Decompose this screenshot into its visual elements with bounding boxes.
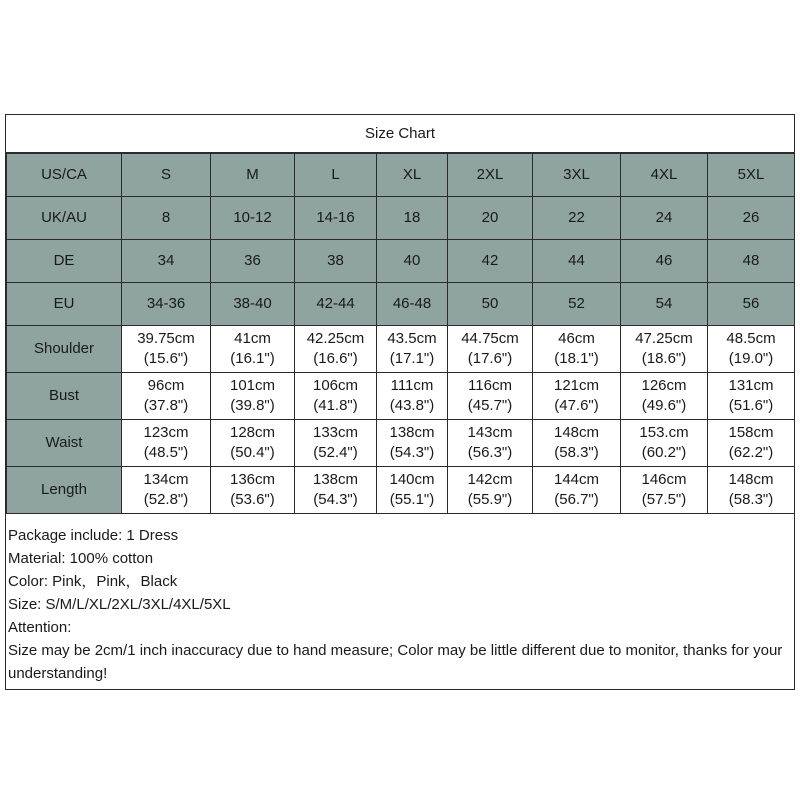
size-chart-body (7, 154, 795, 514)
measure-row (7, 326, 795, 373)
measure-cm: 48.5cm (726, 330, 776, 347)
measure-cell (122, 467, 211, 514)
measure-inch: (56.3") (467, 444, 513, 461)
measure-cm: 138cm (389, 424, 435, 441)
measure-row-label: Length (7, 467, 122, 514)
measure-cell (621, 373, 708, 420)
size-cell: 46 (621, 240, 708, 283)
measure-cm: 140cm (389, 471, 435, 488)
measure-inch: (18.6") (641, 350, 687, 367)
measure-cm: 144cm (553, 471, 600, 488)
measure-inch: (16.6") (313, 350, 358, 367)
measure-cm: 143cm (467, 424, 513, 441)
size-cell: XL (377, 154, 448, 197)
measure-cm: 101cm (229, 377, 276, 394)
size-cell: 42-44 (295, 283, 377, 326)
size-cell: 50 (448, 283, 533, 326)
measure-inch: (45.7") (467, 397, 513, 414)
measure-inch: (19.0") (728, 350, 774, 367)
size-cell: 36 (211, 240, 295, 283)
measure-inch: (18.1") (554, 350, 599, 367)
size-cell: M (211, 154, 295, 197)
measure-inch: (50.4") (230, 444, 275, 461)
measure-cm: 148cm (728, 471, 774, 488)
material-note: Material: 100% cotton (8, 550, 154, 567)
size-cell: 56 (708, 283, 795, 326)
measure-inch: (17.1") (389, 350, 435, 367)
measure-cm: 96cm (147, 377, 185, 394)
measure-cm: 121cm (553, 377, 600, 394)
measure-inch: (55.9") (467, 491, 513, 508)
measure-cell (211, 326, 295, 373)
measure-cell (448, 420, 533, 467)
measure-cell (211, 467, 295, 514)
size-row (7, 283, 795, 326)
size-cell: 2XL (448, 154, 533, 197)
measure-inch: (47.6") (554, 397, 599, 414)
measure-inch: (52.8") (143, 491, 189, 508)
color-note: Color: Pink，Pink，Black (8, 573, 178, 590)
measure-cell (533, 420, 621, 467)
measure-cell (295, 373, 377, 420)
size-cell: 34 (122, 240, 211, 283)
measure-inch: (49.6") (641, 397, 687, 414)
measure-cell (448, 326, 533, 373)
size-cell: 3XL (533, 154, 621, 197)
measure-inch: (56.7") (554, 491, 599, 508)
measure-cell (295, 467, 377, 514)
size-row-label: EU (7, 283, 122, 326)
size-row (7, 197, 795, 240)
measure-cell (708, 420, 795, 467)
size-cell: 10-12 (211, 197, 295, 240)
measure-cm: 42.25cm (306, 330, 365, 347)
size-row (7, 154, 795, 197)
measure-cm: 153.cm (639, 424, 689, 441)
measure-cm: 134cm (143, 471, 189, 488)
measure-cm: 128cm (229, 424, 276, 441)
measure-cm: 43.5cm (387, 330, 437, 347)
measure-inch: (58.3") (728, 491, 774, 508)
measure-cell (621, 467, 708, 514)
measure-inch: (41.8") (313, 397, 358, 414)
measure-inch: (58.3") (554, 444, 599, 461)
measure-cm: 133cm (312, 424, 359, 441)
measure-cell (533, 326, 621, 373)
size-cell: 5XL (708, 154, 795, 197)
measure-cell (708, 467, 795, 514)
measure-cell (295, 326, 377, 373)
size-cell: 18 (377, 197, 448, 240)
measure-cm: 131cm (728, 377, 774, 394)
size-cell: S (122, 154, 211, 197)
measure-inch: (43.8") (389, 397, 435, 414)
measure-cell (533, 467, 621, 514)
measure-inch: (53.6") (230, 491, 275, 508)
size-cell: 46-48 (377, 283, 448, 326)
chart-title: Size Chart (6, 115, 794, 153)
measure-row-label: Shoulder (7, 326, 122, 373)
size-cell: 54 (621, 283, 708, 326)
size-row-label: US/CA (7, 154, 122, 197)
size-cell: L (295, 154, 377, 197)
size-cell: 44 (533, 240, 621, 283)
measure-cm: 126cm (641, 377, 687, 394)
size-cell: 14-16 (295, 197, 377, 240)
measure-inch: (51.6") (728, 397, 774, 414)
measure-inch: (16.1") (230, 350, 275, 367)
measure-cm: 146cm (641, 471, 687, 488)
size-row-label: DE (7, 240, 122, 283)
measure-inch: (17.6") (467, 350, 513, 367)
size-cell: 34-36 (122, 283, 211, 326)
measure-cell (122, 373, 211, 420)
size-cell: 20 (448, 197, 533, 240)
size-cell: 38-40 (211, 283, 295, 326)
measure-inch: (62.2") (728, 444, 774, 461)
size-cell: 40 (377, 240, 448, 283)
measure-inch: (54.3") (313, 491, 358, 508)
disclaimer-note: Size may be 2cm/1 inch inaccuracy due to hand measure; Color may be little different due to monitor, thanks for your understanding! (8, 642, 783, 682)
size-cell: 38 (295, 240, 377, 283)
measure-inch: (39.8") (230, 397, 275, 414)
measure-cm: 41cm (234, 330, 271, 347)
size-cell: 4XL (621, 154, 708, 197)
measure-cm: 111cm (390, 377, 434, 394)
measure-row (7, 373, 795, 420)
measure-cell (377, 467, 448, 514)
measure-cell (122, 326, 211, 373)
size-row (7, 240, 795, 283)
measure-cell (295, 420, 377, 467)
measure-cm: 136cm (229, 471, 276, 488)
measure-cm: 123cm (143, 424, 189, 441)
measure-cm: 158cm (728, 424, 774, 441)
size-cell: 8 (122, 197, 211, 240)
measure-row-label: Waist (7, 420, 122, 467)
measure-inch: (55.1") (389, 491, 435, 508)
size-cell: 52 (533, 283, 621, 326)
measure-row-label: Bust (7, 373, 122, 420)
measure-cm: 106cm (312, 377, 359, 394)
measure-cell (211, 420, 295, 467)
measure-cm: 138cm (312, 471, 359, 488)
size-cell: 24 (621, 197, 708, 240)
measure-cm: 116cm (468, 377, 512, 394)
measure-cm: 44.75cm (461, 330, 519, 347)
measure-inch: (54.3") (389, 444, 435, 461)
measure-inch: (57.5") (641, 491, 687, 508)
measure-cell (448, 373, 533, 420)
measure-inch: (15.6") (143, 350, 189, 367)
package-note: Package include: 1 Dress (8, 527, 179, 544)
measure-cm: 46cm (558, 330, 595, 347)
attention-label: Attention: (8, 619, 72, 636)
measure-cell (621, 420, 708, 467)
measure-cell (377, 326, 448, 373)
product-notes (8, 524, 794, 685)
measure-cm: 39.75cm (137, 330, 195, 347)
measure-cell (377, 420, 448, 467)
measure-inch: (48.5") (143, 444, 189, 461)
size-cell: 22 (533, 197, 621, 240)
size-chart-table (6, 153, 795, 514)
measure-inch: (37.8") (143, 397, 189, 414)
measure-inch: (60.2") (641, 444, 687, 461)
measure-cell (448, 467, 533, 514)
measure-cell (533, 373, 621, 420)
measure-cm: 142cm (467, 471, 513, 488)
measure-cm: 148cm (553, 424, 600, 441)
size-cell: 26 (708, 197, 795, 240)
measure-inch: (52.4") (313, 444, 358, 461)
measure-cell (122, 420, 211, 467)
size-cell: 48 (708, 240, 795, 283)
measure-row (7, 467, 795, 514)
size-note: Size: S/M/L/XL/2XL/3XL/4XL/5XL (8, 596, 231, 613)
measure-cell (211, 373, 295, 420)
measure-cell (708, 326, 795, 373)
measure-row (7, 420, 795, 467)
size-row-label: UK/AU (7, 197, 122, 240)
measure-cell (621, 326, 708, 373)
measure-cell (377, 373, 448, 420)
measure-cell (708, 373, 795, 420)
measure-cm: 47.25cm (635, 330, 693, 347)
size-cell: 42 (448, 240, 533, 283)
